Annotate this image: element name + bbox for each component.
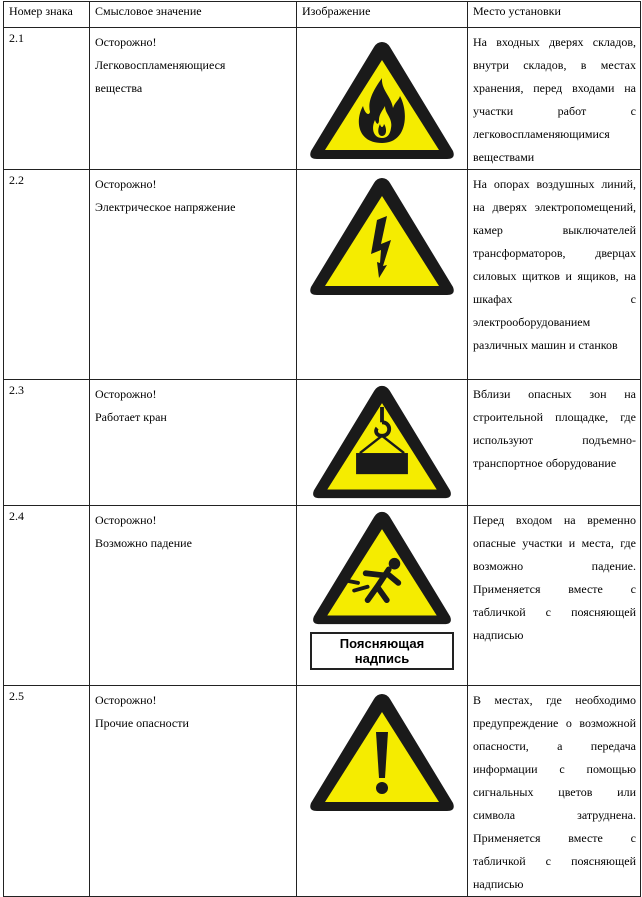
meaning-line: Возможно падение	[95, 536, 192, 550]
sign-number: 2.3	[4, 380, 90, 506]
meaning-line: Осторожно!	[95, 35, 157, 49]
electric-voltage-warning-sign-icon	[307, 174, 457, 299]
meaning-line: Прочие опасности	[95, 716, 189, 730]
sign-number: 2.5	[4, 686, 90, 897]
sign-place	[468, 506, 641, 686]
crane-load-warning-sign-icon	[307, 382, 457, 502]
meaning-line: Осторожно!	[95, 513, 157, 527]
table-row	[4, 28, 641, 170]
caption-line: Поясняющая	[339, 636, 425, 651]
header-number: Номер знака	[4, 2, 90, 28]
sign-place	[468, 380, 641, 506]
sign-number: 2.4	[4, 506, 90, 686]
sign-image-cell	[297, 380, 468, 506]
sign-image-cell	[297, 506, 468, 686]
place-text: Перед входом на временно опасные участки и места, где возможно падение. Применяется вместе с табличкой с поясняющей надписью	[473, 513, 636, 642]
falling-person-warning-sign-icon	[307, 508, 457, 628]
sign-image-cell	[297, 28, 468, 170]
explanatory-caption-plate	[310, 632, 454, 670]
header-place: Место установки	[468, 2, 641, 28]
warning-signs-table	[3, 1, 641, 897]
place-text: Вблизи опасных зон на строительной площадке, где используют подъемно-транспортное оборудование	[473, 387, 636, 470]
sign-meaning	[90, 170, 297, 380]
sign-image-cell	[297, 686, 468, 897]
table-row	[4, 170, 641, 380]
table-header-row	[4, 2, 641, 28]
sign-number: 2.1	[4, 28, 90, 170]
sign-meaning	[90, 380, 297, 506]
meaning-line: Легковоспламеняющиеся	[95, 58, 226, 72]
meaning-line: Работает кран	[95, 410, 167, 424]
caption-line: надпись	[354, 651, 410, 666]
meaning-line: Осторожно!	[95, 387, 157, 401]
exclamation-warning-sign-icon	[307, 690, 457, 815]
place-text: На опорах воздушных линий, на дверях электропомещений, камер выключателей трансформаторов, дверцах силовых щитков и ящиков, на шкафах с электрооборудованием различных машин и станков	[473, 177, 636, 352]
place-text: В местах, где необходимо предупреждение о возможной опасности, а передача информации с помощью сигнальных цветов или символа затруднена. Применяется вместе с табличкой с поясняющей надписью	[473, 693, 636, 891]
sign-meaning	[90, 686, 297, 897]
header-meaning: Смысловое значение	[90, 2, 297, 28]
meaning-line: вещества	[95, 81, 143, 95]
sign-number: 2.2	[4, 170, 90, 380]
flame-warning-sign-icon	[307, 38, 457, 163]
meaning-line: Осторожно!	[95, 693, 157, 707]
table-row	[4, 686, 641, 897]
header-image: Изображение	[297, 2, 468, 28]
sign-meaning	[90, 506, 297, 686]
meaning-line: Осторожно!	[95, 177, 157, 191]
place-text: На входных дверях складов, внутри складов, в местах хранения, перед входами на участки работ с легковоспламеняющимися веществами	[473, 35, 636, 164]
sign-place	[468, 28, 641, 170]
sign-place	[468, 686, 641, 897]
table-row	[4, 380, 641, 506]
meaning-line: Электрическое напряжение	[95, 200, 236, 214]
table-row	[4, 506, 641, 686]
sign-meaning	[90, 28, 297, 170]
sign-place	[468, 170, 641, 380]
sign-image-cell	[297, 170, 468, 380]
